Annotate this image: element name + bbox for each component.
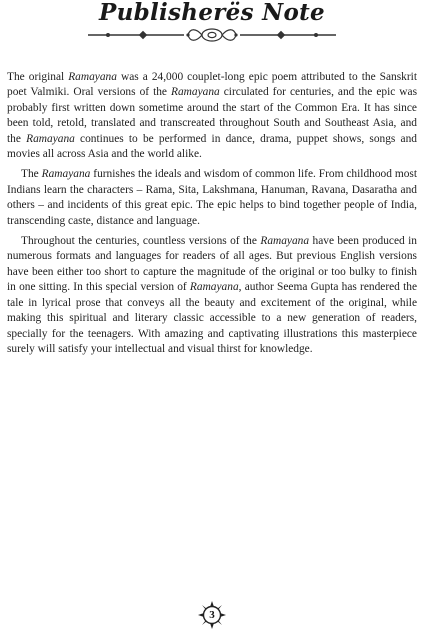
page-number: 3: [209, 609, 215, 621]
paragraph: [7, 167, 417, 229]
paragraph-text: furnishes the ideals and wisdom of common life. From childhood most Indians learn the characters – Rama, Sita, Lakshmana, Hanuman, Ravana, Dasaratha and others – and incidents of this great epic. The epic helps to bind together people of India, transcending caste, distance and language.: [7, 168, 418, 227]
paragraph-text: , author Seema Gupta has rendered the tale in lyrical prose that conveys all the beauty and excitement of the original, while making this spiritual and literary classic accessible to a new generation of readers, specially for the teenagers. With amazing and captivating illustrations this masterpiece surely will satisfy your intellectual and visual thirst for knowledge.: [7, 281, 417, 355]
paragraph: [7, 70, 417, 162]
paragraph-text: The: [21, 168, 42, 181]
book-title-text: Ramayana: [189, 281, 239, 294]
book-title-text: Ramayana: [260, 235, 310, 248]
paragraph: [7, 234, 417, 357]
book-title-text: Ramayana: [171, 86, 220, 99]
paragraph-text: Throughout the centuries, countless versions of the: [21, 235, 261, 248]
paragraph-text: The original: [7, 71, 69, 83]
paragraph-text: was a 24,000 couplet-long epic poem attributed to the Sanskrit poet Valmiki. Oral versions of the: [7, 71, 417, 99]
book-title-text: Ramayana: [68, 71, 117, 83]
paragraph-text: continues to be performed in dance, drama, puppet shows, songs and movies all across Asia and the world alike.: [7, 132, 417, 161]
paragraph-text: have been produced in numerous formats and languages for readers of all ages. But previous English versions have been either too short to capture the magnitude of the original or too bulky to finish in one sitting. In this special version of: [7, 235, 417, 294]
paragraph-text: circulated for centuries, and the epic was probably first written down sometime around the start of the Common Era. It has since been told, retold, translated and transcreated throughout South and Southeast Asia, and the: [7, 86, 418, 145]
book-title-text: Ramayana: [26, 132, 75, 145]
page-title: Publisherës Note: [98, 0, 325, 26]
note-body: [7, 70, 417, 362]
book-title-text: Ramayana: [41, 168, 91, 181]
title-ornament: [88, 26, 336, 44]
